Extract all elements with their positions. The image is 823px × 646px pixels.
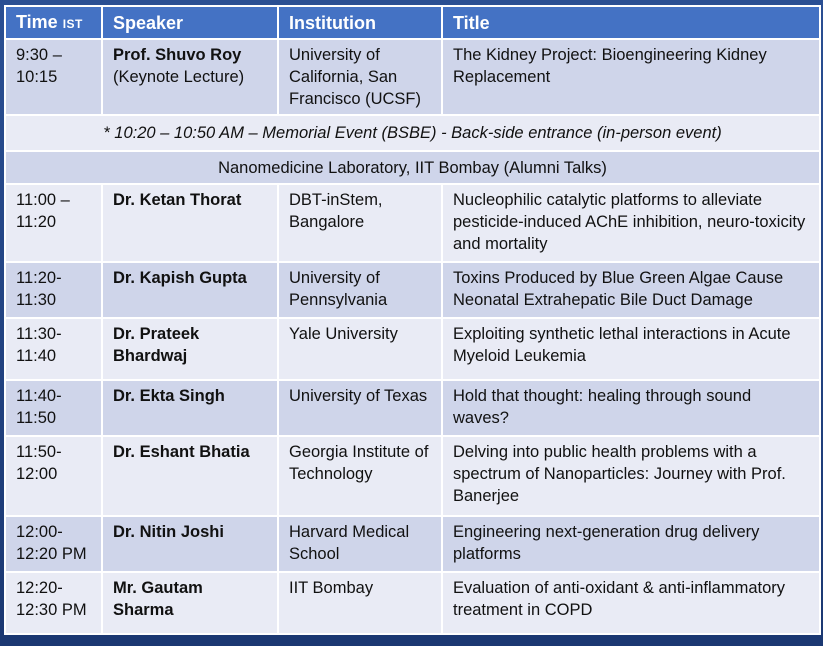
talk-speaker: Dr. Kapish Gupta: [102, 262, 278, 318]
memorial-note: * 10:20 – 10:50 AM – Memorial Event (BSBE) - Back-side entrance (in-person event): [5, 115, 820, 151]
talk-time: 11:40- 11:50: [5, 380, 102, 436]
header-institution: Institution: [278, 6, 442, 39]
table-row: [5, 184, 820, 262]
schedule-table: [4, 5, 821, 635]
table-row: [5, 516, 820, 572]
talk-institution: University of Texas: [278, 380, 442, 436]
keynote-row: [5, 39, 820, 115]
section-heading-row: [5, 151, 820, 184]
talk-speaker: Mr. Gautam Sharma: [102, 572, 278, 634]
talk-speaker: Dr. Ekta Singh: [102, 380, 278, 436]
talk-institution: University of Pennsylvania: [278, 262, 442, 318]
table-row: [5, 318, 820, 380]
talk-time: 11:20- 11:30: [5, 262, 102, 318]
talk-title: Evaluation of anti-oxidant & anti-inflammatory treatment in COPD: [442, 572, 820, 634]
keynote-speaker: Prof. Shuvo Roy: [113, 46, 242, 64]
talk-title: Nucleophilic catalytic platforms to alleviate pesticide-induced AChE inhibition, neuro-toxicity and mortality: [442, 184, 820, 262]
table-row: [5, 262, 820, 318]
talk-time: 11:50- 12:00: [5, 436, 102, 516]
talk-title: Engineering next-generation drug delivery platforms: [442, 516, 820, 572]
talk-speaker: Dr. Prateek Bhardwaj: [102, 318, 278, 380]
keynote-title: The Kidney Project: Bioengineering Kidney Replacement: [442, 39, 820, 115]
talk-time: 12:20- 12:30 PM: [5, 572, 102, 634]
talk-time: 11:00 – 11:20: [5, 184, 102, 262]
table-row: [5, 572, 820, 634]
talk-speaker: Dr. Ketan Thorat: [102, 184, 278, 262]
table-row: [5, 436, 820, 516]
memorial-row: [5, 115, 820, 151]
talk-time: 11:30- 11:40: [5, 318, 102, 380]
header-title: Title: [442, 6, 820, 39]
talk-time: 12:00- 12:20 PM: [5, 516, 102, 572]
talk-speaker: Dr. Nitin Joshi: [102, 516, 278, 572]
talk-institution: Yale University: [278, 318, 442, 380]
header-time-label: Time: [16, 11, 58, 32]
talk-title: Hold that thought: healing through sound waves?: [442, 380, 820, 436]
table-header-row: [5, 6, 820, 39]
header-time: [5, 6, 102, 39]
talk-institution: IIT Bombay: [278, 572, 442, 634]
header-speaker: Speaker: [102, 6, 278, 39]
talk-title: Exploiting synthetic lethal interactions in Acute Myeloid Leukemia: [442, 318, 820, 380]
talk-title: Toxins Produced by Blue Green Algae Cause Neonatal Extrahepatic Bile Duct Damage: [442, 262, 820, 318]
keynote-time: 9:30 – 10:15: [5, 39, 102, 115]
table-row: [5, 380, 820, 436]
keynote-role: (Keynote Lecture): [113, 68, 245, 86]
section-heading: Nanomedicine Laboratory, IIT Bombay (Alumni Talks): [5, 151, 820, 184]
talk-speaker: Dr. Eshant Bhatia: [102, 436, 278, 516]
talk-institution: Harvard Medical School: [278, 516, 442, 572]
header-time-unit: IST: [62, 16, 83, 31]
talk-institution: Georgia Institute of Technology: [278, 436, 442, 516]
keynote-speaker-cell: [102, 39, 278, 115]
keynote-institution: University of California, San Francisco (UCSF): [278, 39, 442, 115]
talk-institution: DBT-inStem, Bangalore: [278, 184, 442, 262]
talk-title: Delving into public health problems with a spectrum of Nanoparticles: Journey with Prof. Banerjee: [442, 436, 820, 516]
